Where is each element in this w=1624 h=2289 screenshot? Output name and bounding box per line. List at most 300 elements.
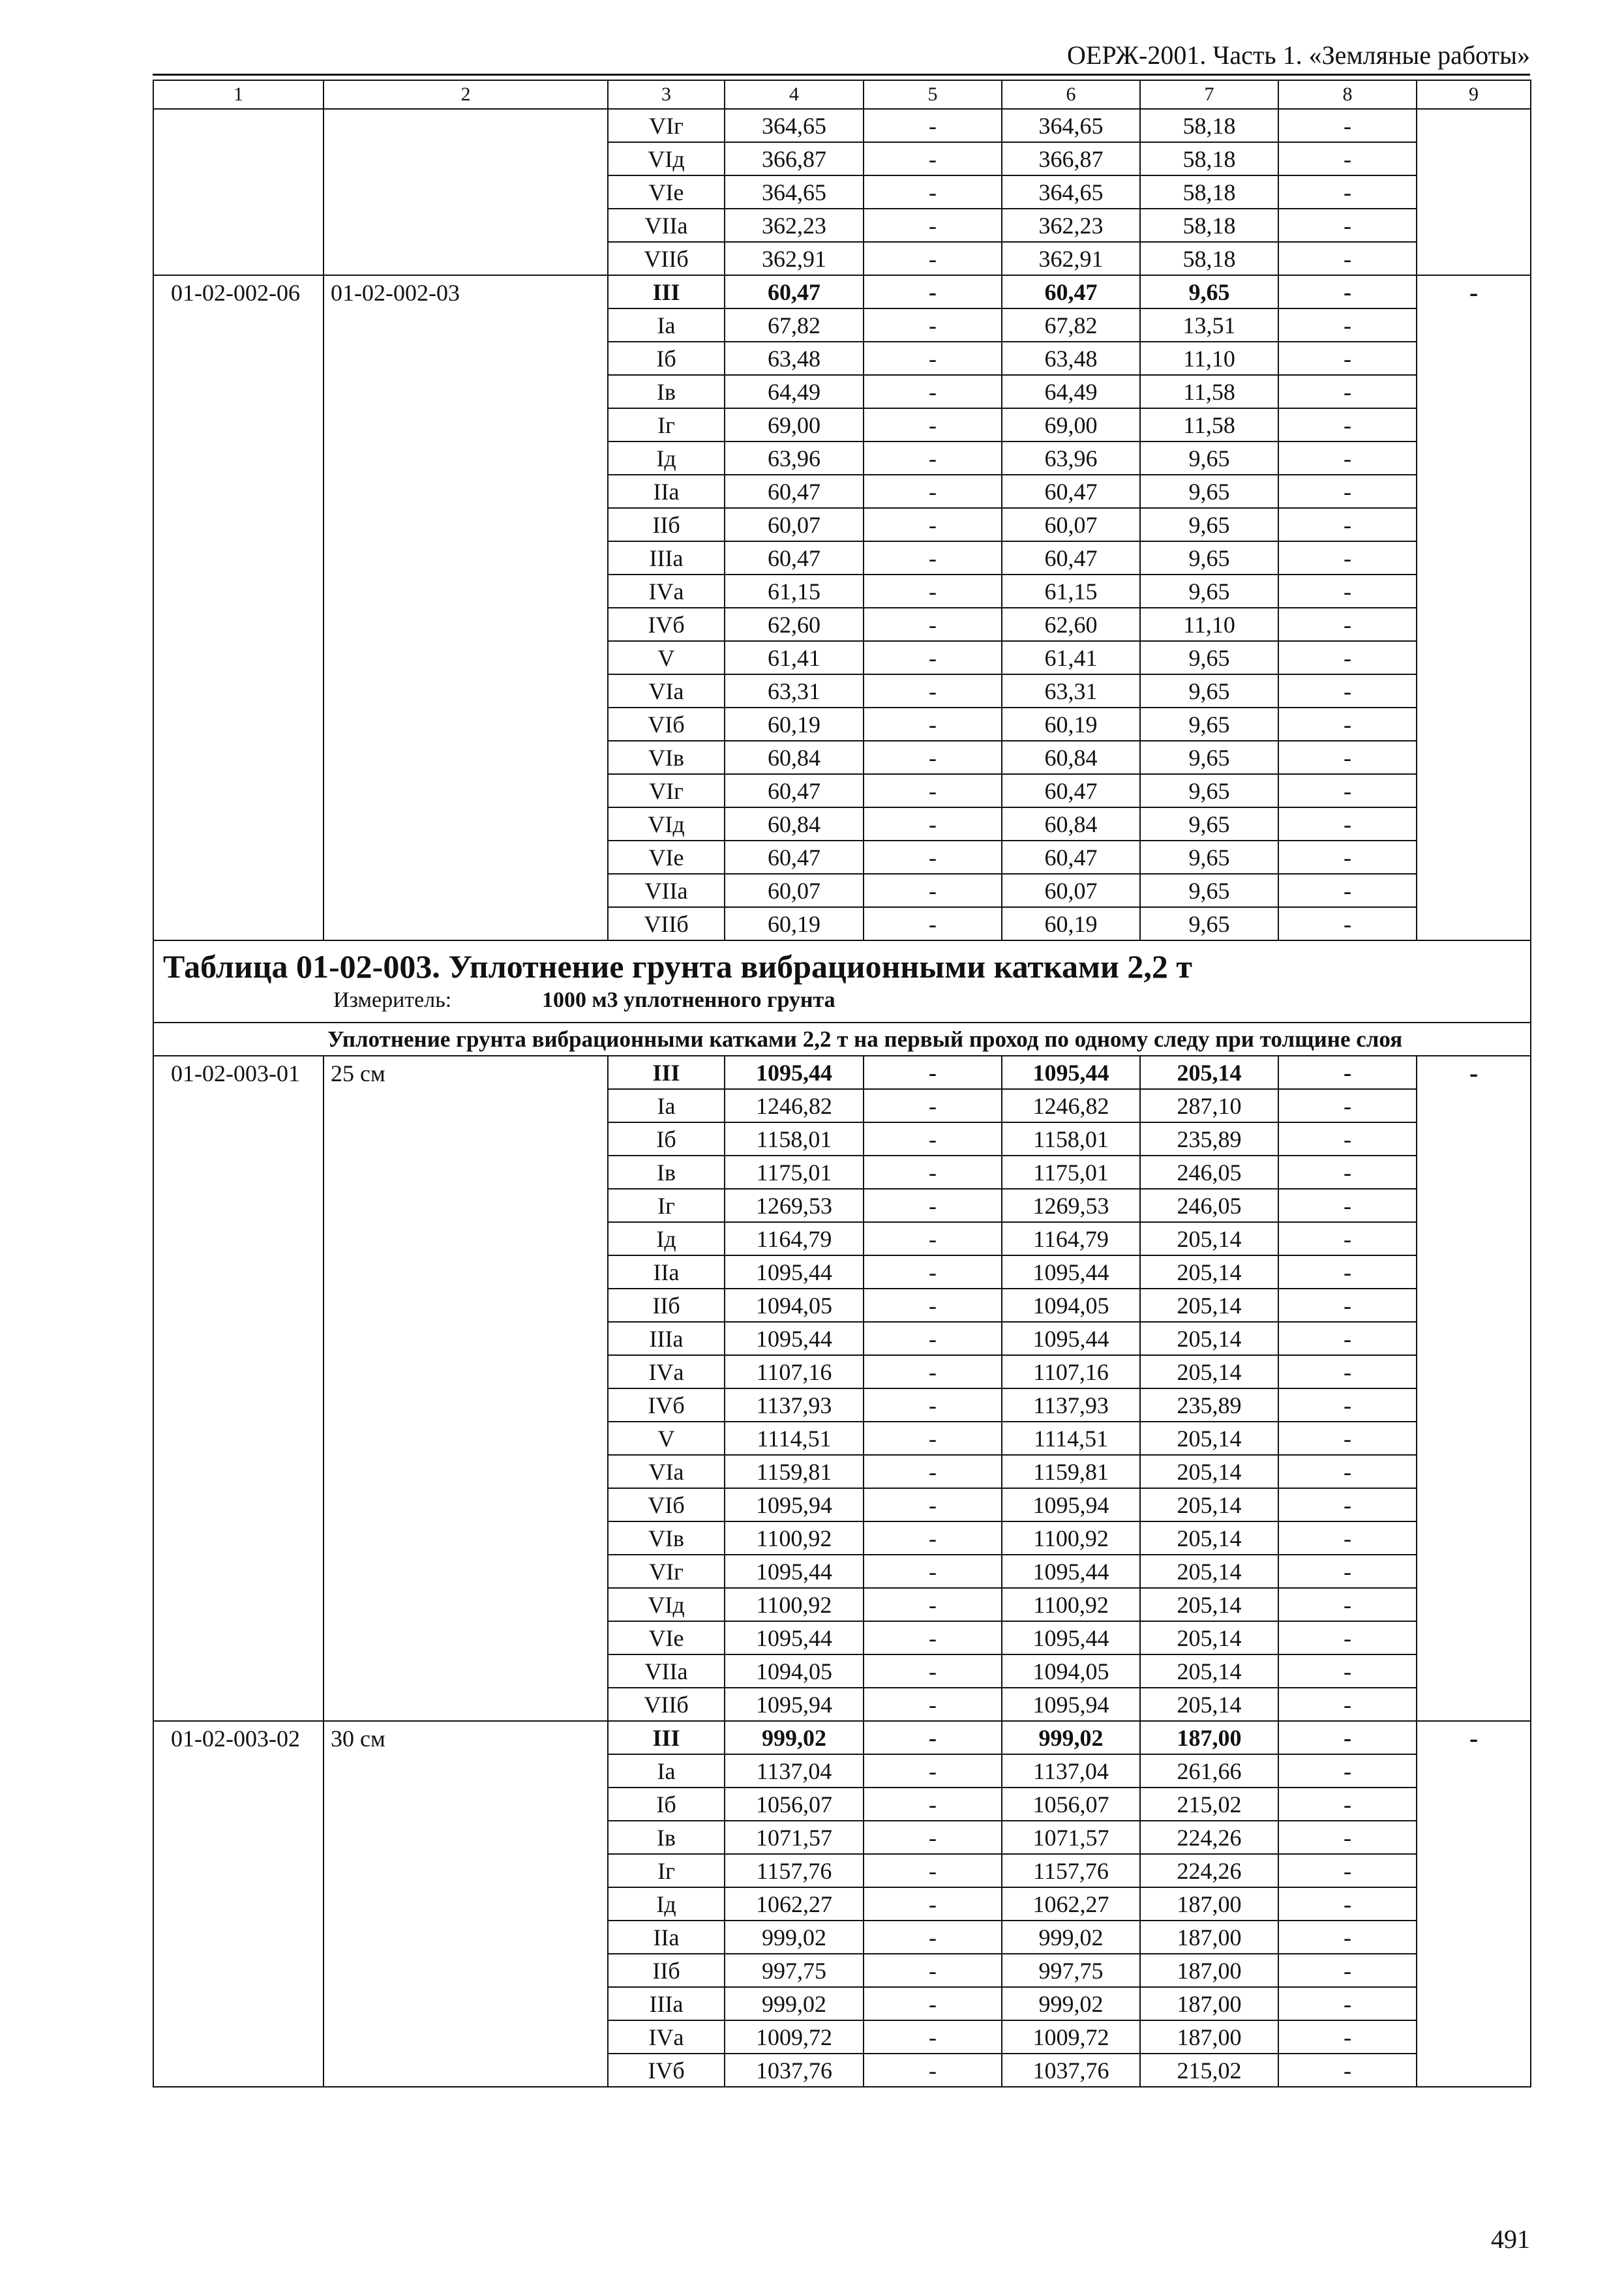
col4-value: 999,02 (725, 1721, 864, 1754)
header-rule (153, 74, 1530, 76)
col4-value: 1095,44 (725, 1255, 864, 1289)
col6-value: 60,19 (1002, 708, 1140, 741)
col8-value: - (1278, 175, 1417, 209)
soil-class-cell: Iг (608, 1189, 725, 1222)
col6-value: 61,41 (1002, 641, 1140, 674)
col7-value: 187,00 (1140, 1721, 1278, 1754)
soil-class-cell: VIг (608, 774, 725, 807)
col5-value: - (864, 2054, 1002, 2087)
soil-class-cell: Iб (608, 1122, 725, 1156)
col8-value: - (1278, 1156, 1417, 1189)
col7-value: 9,65 (1140, 807, 1278, 841)
col6-value: 1159,81 (1002, 1455, 1140, 1488)
col5-value: - (864, 1222, 1002, 1255)
col5-value: - (864, 1688, 1002, 1721)
col5-value: - (864, 541, 1002, 575)
column-number: 3 (608, 80, 725, 109)
col4-value: 362,91 (725, 242, 864, 275)
soil-class-cell: Iг (608, 1854, 725, 1887)
col4-value: 60,84 (725, 741, 864, 774)
soil-class-cell: V (608, 1422, 725, 1455)
col4-value: 1100,92 (725, 1521, 864, 1555)
col6-value: 1100,92 (1002, 1588, 1140, 1621)
col6-value: 997,75 (1002, 1954, 1140, 1987)
col5-value: - (864, 874, 1002, 907)
col8-value: - (1278, 874, 1417, 907)
position-code: 01-02-003-01 (153, 1056, 323, 1721)
col7-value: 215,02 (1140, 1788, 1278, 1821)
col8-value: - (1278, 608, 1417, 641)
col4-value: 60,84 (725, 807, 864, 841)
col4-value: 60,19 (725, 907, 864, 940)
col6-value: 60,47 (1002, 541, 1140, 575)
col6-value: 60,07 (1002, 508, 1140, 541)
soil-class-cell: IIIа (608, 1322, 725, 1355)
col7-value: 9,65 (1140, 708, 1278, 741)
col8-value: - (1278, 142, 1417, 175)
col4-value: 67,82 (725, 308, 864, 342)
col8-value: - (1278, 1788, 1417, 1821)
col7-value: 58,18 (1140, 242, 1278, 275)
col5-value: - (864, 1654, 1002, 1688)
col5-value: - (864, 1621, 1002, 1654)
col7-value: 205,14 (1140, 1422, 1278, 1455)
soil-class-cell: Iг (608, 408, 725, 441)
soil-class-cell: VIIа (608, 209, 725, 242)
col9-value: - (1417, 1056, 1531, 1721)
soil-class-cell: Iа (608, 1089, 725, 1122)
column-number: 9 (1417, 80, 1531, 109)
col8-value: - (1278, 708, 1417, 741)
col4-value: 366,87 (725, 142, 864, 175)
soil-class-cell: VIе (608, 175, 725, 209)
col8-value: - (1278, 1954, 1417, 1987)
col8-value: - (1278, 774, 1417, 807)
col7-value: 9,65 (1140, 641, 1278, 674)
col5-value: - (864, 1089, 1002, 1122)
col6-value: 999,02 (1002, 1921, 1140, 1954)
soil-class-cell: IVб (608, 1388, 725, 1422)
col6-value: 60,47 (1002, 841, 1140, 874)
col8-value: - (1278, 1289, 1417, 1322)
col7-value: 9,65 (1140, 741, 1278, 774)
soil-class-cell: Iв (608, 1156, 725, 1189)
col7-value: 58,18 (1140, 175, 1278, 209)
col5-value: - (864, 1788, 1002, 1821)
col8-value: - (1278, 209, 1417, 242)
column-number: 7 (1140, 80, 1278, 109)
col7-value: 187,00 (1140, 2020, 1278, 2054)
col5-value: - (864, 1122, 1002, 1156)
soil-class-cell: VIб (608, 708, 725, 741)
col5-value: - (864, 1954, 1002, 1987)
col6-value: 63,96 (1002, 441, 1140, 475)
soil-class-cell: VIа (608, 674, 725, 708)
col8-value: - (1278, 807, 1417, 841)
col8-value: - (1278, 1488, 1417, 1521)
col4-value: 1095,44 (725, 1621, 864, 1654)
col5-value: - (864, 475, 1002, 508)
soil-class-cell: IIб (608, 508, 725, 541)
col4-value: 364,65 (725, 109, 864, 142)
col7-value: 187,00 (1140, 1987, 1278, 2020)
col8-value: - (1278, 575, 1417, 608)
col4-value: 1114,51 (725, 1422, 864, 1455)
col4-value: 60,47 (725, 541, 864, 575)
col8-value: - (1278, 1621, 1417, 1654)
col7-value: 9,65 (1140, 907, 1278, 940)
col5-value: - (864, 1521, 1002, 1555)
col8-value: - (1278, 1521, 1417, 1555)
col5-value: - (864, 1854, 1002, 1887)
col5-value: - (864, 841, 1002, 874)
col8-value: - (1278, 242, 1417, 275)
col8-value: - (1278, 1654, 1417, 1688)
col8-value: - (1278, 275, 1417, 308)
soil-class-cell: V (608, 641, 725, 674)
col5-value: - (864, 1887, 1002, 1921)
col4-value: 61,41 (725, 641, 864, 674)
col7-value: 205,14 (1140, 1289, 1278, 1322)
col6-value: 999,02 (1002, 1987, 1140, 2020)
col5-value: - (864, 242, 1002, 275)
col4-value: 63,48 (725, 342, 864, 375)
col7-value: 205,14 (1140, 1555, 1278, 1588)
col4-value: 63,31 (725, 674, 864, 708)
table-title-cell (153, 940, 1531, 1023)
col7-value: 205,14 (1140, 1588, 1278, 1621)
soil-class-cell: VIIа (608, 874, 725, 907)
col4-value: 63,96 (725, 441, 864, 475)
col6-value: 1095,44 (1002, 1621, 1140, 1654)
col5-value: - (864, 608, 1002, 641)
soil-class-cell: VIIб (608, 907, 725, 940)
col8-value: - (1278, 1222, 1417, 1255)
col6-value: 62,60 (1002, 608, 1140, 641)
col4-value: 1159,81 (725, 1455, 864, 1488)
col5-value: - (864, 1721, 1002, 1754)
soil-class-cell: Iа (608, 308, 725, 342)
col6-value: 1094,05 (1002, 1289, 1140, 1322)
col8-value: - (1278, 907, 1417, 940)
col5-value: - (864, 1422, 1002, 1455)
col7-value: 224,26 (1140, 1854, 1278, 1887)
col7-value: 205,14 (1140, 1621, 1278, 1654)
col4-value: 1107,16 (725, 1355, 864, 1388)
col4-value: 60,19 (725, 708, 864, 741)
col4-value: 1100,92 (725, 1588, 864, 1621)
col5-value: - (864, 1455, 1002, 1488)
soil-class-cell: Iд (608, 441, 725, 475)
col4-value: 1175,01 (725, 1156, 864, 1189)
col9-value: - (1417, 275, 1531, 940)
col6-value: 999,02 (1002, 1721, 1140, 1754)
soil-class-cell: IVб (608, 608, 725, 641)
col8-value: - (1278, 475, 1417, 508)
col4-value: 64,49 (725, 375, 864, 408)
price-table (153, 80, 1531, 2087)
col8-value: - (1278, 408, 1417, 441)
soil-class-cell: Iа (608, 1754, 725, 1788)
col4-value: 1056,07 (725, 1788, 864, 1821)
col7-value: 9,65 (1140, 575, 1278, 608)
col4-value: 60,47 (725, 774, 864, 807)
col8-value: - (1278, 2054, 1417, 2087)
col8-value: - (1278, 109, 1417, 142)
col5-value: - (864, 1754, 1002, 1788)
col5-value: - (864, 508, 1002, 541)
col5-value: - (864, 342, 1002, 375)
col8-value: - (1278, 1821, 1417, 1854)
col7-value: 9,65 (1140, 874, 1278, 907)
soil-class-cell: IIIа (608, 541, 725, 575)
col7-value: 246,05 (1140, 1189, 1278, 1222)
col7-value: 205,14 (1140, 1654, 1278, 1688)
col7-value: 224,26 (1140, 1821, 1278, 1854)
col8-value: - (1278, 342, 1417, 375)
soil-class-cell: IIа (608, 475, 725, 508)
col8-value: - (1278, 308, 1417, 342)
position-name: 30 см (323, 1721, 608, 2087)
col4-value: 69,00 (725, 408, 864, 441)
col6-value: 63,48 (1002, 342, 1140, 375)
col6-value: 60,47 (1002, 275, 1140, 308)
soil-class-cell: Iд (608, 1887, 725, 1921)
soil-class-cell: VIд (608, 1588, 725, 1621)
col4-value: 1094,05 (725, 1289, 864, 1322)
col6-value: 63,31 (1002, 674, 1140, 708)
col7-value: 235,89 (1140, 1388, 1278, 1422)
col6-value: 60,19 (1002, 907, 1140, 940)
soil-class-cell: VIд (608, 807, 725, 841)
col4-value: 60,07 (725, 874, 864, 907)
col4-value: 999,02 (725, 1921, 864, 1954)
col6-value: 1175,01 (1002, 1156, 1140, 1189)
soil-class-cell: VIб (608, 1488, 725, 1521)
section-title: Уплотнение грунта вибрационными катками 2,2 т на первый проход по одному следу при толщине слоя (323, 1023, 1531, 1056)
col4-value: 1095,44 (725, 1555, 864, 1588)
col8-value: - (1278, 1721, 1417, 1754)
col6-value: 1107,16 (1002, 1355, 1140, 1388)
section-spacer (153, 1023, 323, 1056)
col8-value: - (1278, 441, 1417, 475)
col8-value: - (1278, 375, 1417, 408)
col4-value: 60,47 (725, 275, 864, 308)
col8-value: - (1278, 1987, 1417, 2020)
soil-class-cell: VIа (608, 1455, 725, 1488)
soil-class-cell: VIд (608, 142, 725, 175)
position-code: 01-02-002-06 (153, 275, 323, 940)
column-number-row (153, 80, 1531, 109)
col5-value: - (864, 308, 1002, 342)
col6-value: 1269,53 (1002, 1189, 1140, 1222)
col7-value: 205,14 (1140, 1255, 1278, 1289)
col4-value: 999,02 (725, 1987, 864, 2020)
soil-class-cell: III (608, 1056, 725, 1089)
col8-value: - (1278, 541, 1417, 575)
soil-class-cell: IIа (608, 1255, 725, 1289)
soil-class-cell: Iб (608, 342, 725, 375)
col4-value: 1095,94 (725, 1488, 864, 1521)
col7-value: 187,00 (1140, 1921, 1278, 1954)
col6-value: 1095,44 (1002, 1255, 1140, 1289)
soil-class-cell: IVа (608, 1355, 725, 1388)
col5-value: - (864, 1921, 1002, 1954)
col6-value: 1246,82 (1002, 1089, 1140, 1122)
soil-class-cell: IVа (608, 2020, 725, 2054)
col8-value: - (1278, 1355, 1417, 1388)
col4-value: 1094,05 (725, 1654, 864, 1688)
position-code: 01-02-003-02 (153, 1721, 323, 2087)
col7-value: 11,10 (1140, 608, 1278, 641)
soil-class-cell: IIб (608, 1954, 725, 1987)
col6-value: 1062,27 (1002, 1887, 1140, 1921)
col5-value: - (864, 2020, 1002, 2054)
col9-value: - (1417, 1721, 1531, 2087)
col6-value: 1095,44 (1002, 1555, 1140, 1588)
position-name (323, 109, 608, 275)
col6-value: 1095,44 (1002, 1056, 1140, 1089)
col6-value: 1164,79 (1002, 1222, 1140, 1255)
col8-value: - (1278, 1854, 1417, 1887)
col7-value: 58,18 (1140, 109, 1278, 142)
col5-value: - (864, 1488, 1002, 1521)
col7-value: 287,10 (1140, 1089, 1278, 1122)
col6-value: 69,00 (1002, 408, 1140, 441)
soil-class-cell: IIIа (608, 1987, 725, 2020)
col8-value: - (1278, 1887, 1417, 1921)
page-number: 491 (1491, 2224, 1530, 2254)
col6-value: 60,47 (1002, 475, 1140, 508)
col5-value: - (864, 175, 1002, 209)
col5-value: - (864, 907, 1002, 940)
col5-value: - (864, 209, 1002, 242)
col6-value: 1037,76 (1002, 2054, 1140, 2087)
col7-value: 187,00 (1140, 1887, 1278, 1921)
col9-value (1417, 109, 1531, 275)
col6-value: 67,82 (1002, 308, 1140, 342)
col4-value: 60,07 (725, 508, 864, 541)
soil-class-cell: VIг (608, 109, 725, 142)
unit-value: 1000 м3 уплотненного грунта (542, 988, 835, 1012)
col5-value: - (864, 807, 1002, 841)
col5-value: - (864, 1987, 1002, 2020)
col7-value: 205,14 (1140, 1521, 1278, 1555)
unit-of-measure (163, 989, 1530, 1011)
col4-value: 1137,04 (725, 1754, 864, 1788)
col5-value: - (864, 1189, 1002, 1222)
soil-class-cell: III (608, 275, 725, 308)
col6-value: 61,15 (1002, 575, 1140, 608)
col7-value: 9,65 (1140, 674, 1278, 708)
col4-value: 61,15 (725, 575, 864, 608)
col5-value: - (864, 1056, 1002, 1089)
col8-value: - (1278, 1056, 1417, 1089)
col6-value: 60,47 (1002, 774, 1140, 807)
col8-value: - (1278, 508, 1417, 541)
soil-class-cell: VIIб (608, 1688, 725, 1721)
col6-value: 64,49 (1002, 375, 1140, 408)
col4-value: 60,47 (725, 475, 864, 508)
col8-value: - (1278, 641, 1417, 674)
col8-value: - (1278, 741, 1417, 774)
column-number: 4 (725, 80, 864, 109)
soil-class-cell: Iв (608, 1821, 725, 1854)
column-number: 1 (153, 80, 323, 109)
column-number: 8 (1278, 80, 1417, 109)
col7-value: 11,58 (1140, 375, 1278, 408)
col7-value: 205,14 (1140, 1222, 1278, 1255)
col5-value: - (864, 1156, 1002, 1189)
col7-value: 246,05 (1140, 1156, 1278, 1189)
col6-value: 366,87 (1002, 142, 1140, 175)
col5-value: - (864, 1588, 1002, 1621)
col5-value: - (864, 741, 1002, 774)
col4-value: 60,47 (725, 841, 864, 874)
col6-value: 1114,51 (1002, 1422, 1140, 1455)
col8-value: - (1278, 1322, 1417, 1355)
col7-value: 13,51 (1140, 308, 1278, 342)
soil-class-cell: IVб (608, 2054, 725, 2087)
col8-value: - (1278, 1688, 1417, 1721)
col8-value: - (1278, 1754, 1417, 1788)
col6-value: 1095,94 (1002, 1688, 1140, 1721)
col6-value: 364,65 (1002, 109, 1140, 142)
col6-value: 1071,57 (1002, 1821, 1140, 1854)
col5-value: - (864, 1355, 1002, 1388)
table-row (153, 1721, 1531, 1754)
soil-class-cell: Iв (608, 375, 725, 408)
col6-value: 1094,05 (1002, 1654, 1140, 1688)
col5-value: - (864, 1255, 1002, 1289)
table-row (153, 1056, 1531, 1089)
col8-value: - (1278, 1122, 1417, 1156)
col8-value: - (1278, 1255, 1417, 1289)
col4-value: 62,60 (725, 608, 864, 641)
running-header: ОЕРЖ-2001. Часть 1. «Земляные работы» (1067, 40, 1530, 70)
col7-value: 205,14 (1140, 1488, 1278, 1521)
col7-value: 11,10 (1140, 342, 1278, 375)
col4-value: 362,23 (725, 209, 864, 242)
table-row (153, 109, 1531, 142)
table-row (153, 275, 1531, 308)
position-name: 01-02-002-03 (323, 275, 608, 940)
col4-value: 1095,44 (725, 1056, 864, 1089)
col6-value: 60,84 (1002, 741, 1140, 774)
soil-class-cell: VIв (608, 741, 725, 774)
unit-label: Измеритель: (333, 988, 452, 1012)
col6-value: 364,65 (1002, 175, 1140, 209)
col6-value: 1137,04 (1002, 1754, 1140, 1788)
col5-value: - (864, 708, 1002, 741)
col8-value: - (1278, 841, 1417, 874)
soil-class-cell: Iд (608, 1222, 725, 1255)
table-title-row (153, 940, 1531, 1023)
col7-value: 11,58 (1140, 408, 1278, 441)
col5-value: - (864, 109, 1002, 142)
col5-value: - (864, 575, 1002, 608)
soil-class-cell: VIIа (608, 1654, 725, 1688)
col8-value: - (1278, 1189, 1417, 1222)
col8-value: - (1278, 1089, 1417, 1122)
col7-value: 9,65 (1140, 441, 1278, 475)
col7-value: 9,65 (1140, 541, 1278, 575)
col7-value: 205,14 (1140, 1688, 1278, 1721)
col8-value: - (1278, 2020, 1417, 2054)
col5-value: - (864, 142, 1002, 175)
col4-value: 1095,94 (725, 1688, 864, 1721)
column-number: 6 (1002, 80, 1140, 109)
